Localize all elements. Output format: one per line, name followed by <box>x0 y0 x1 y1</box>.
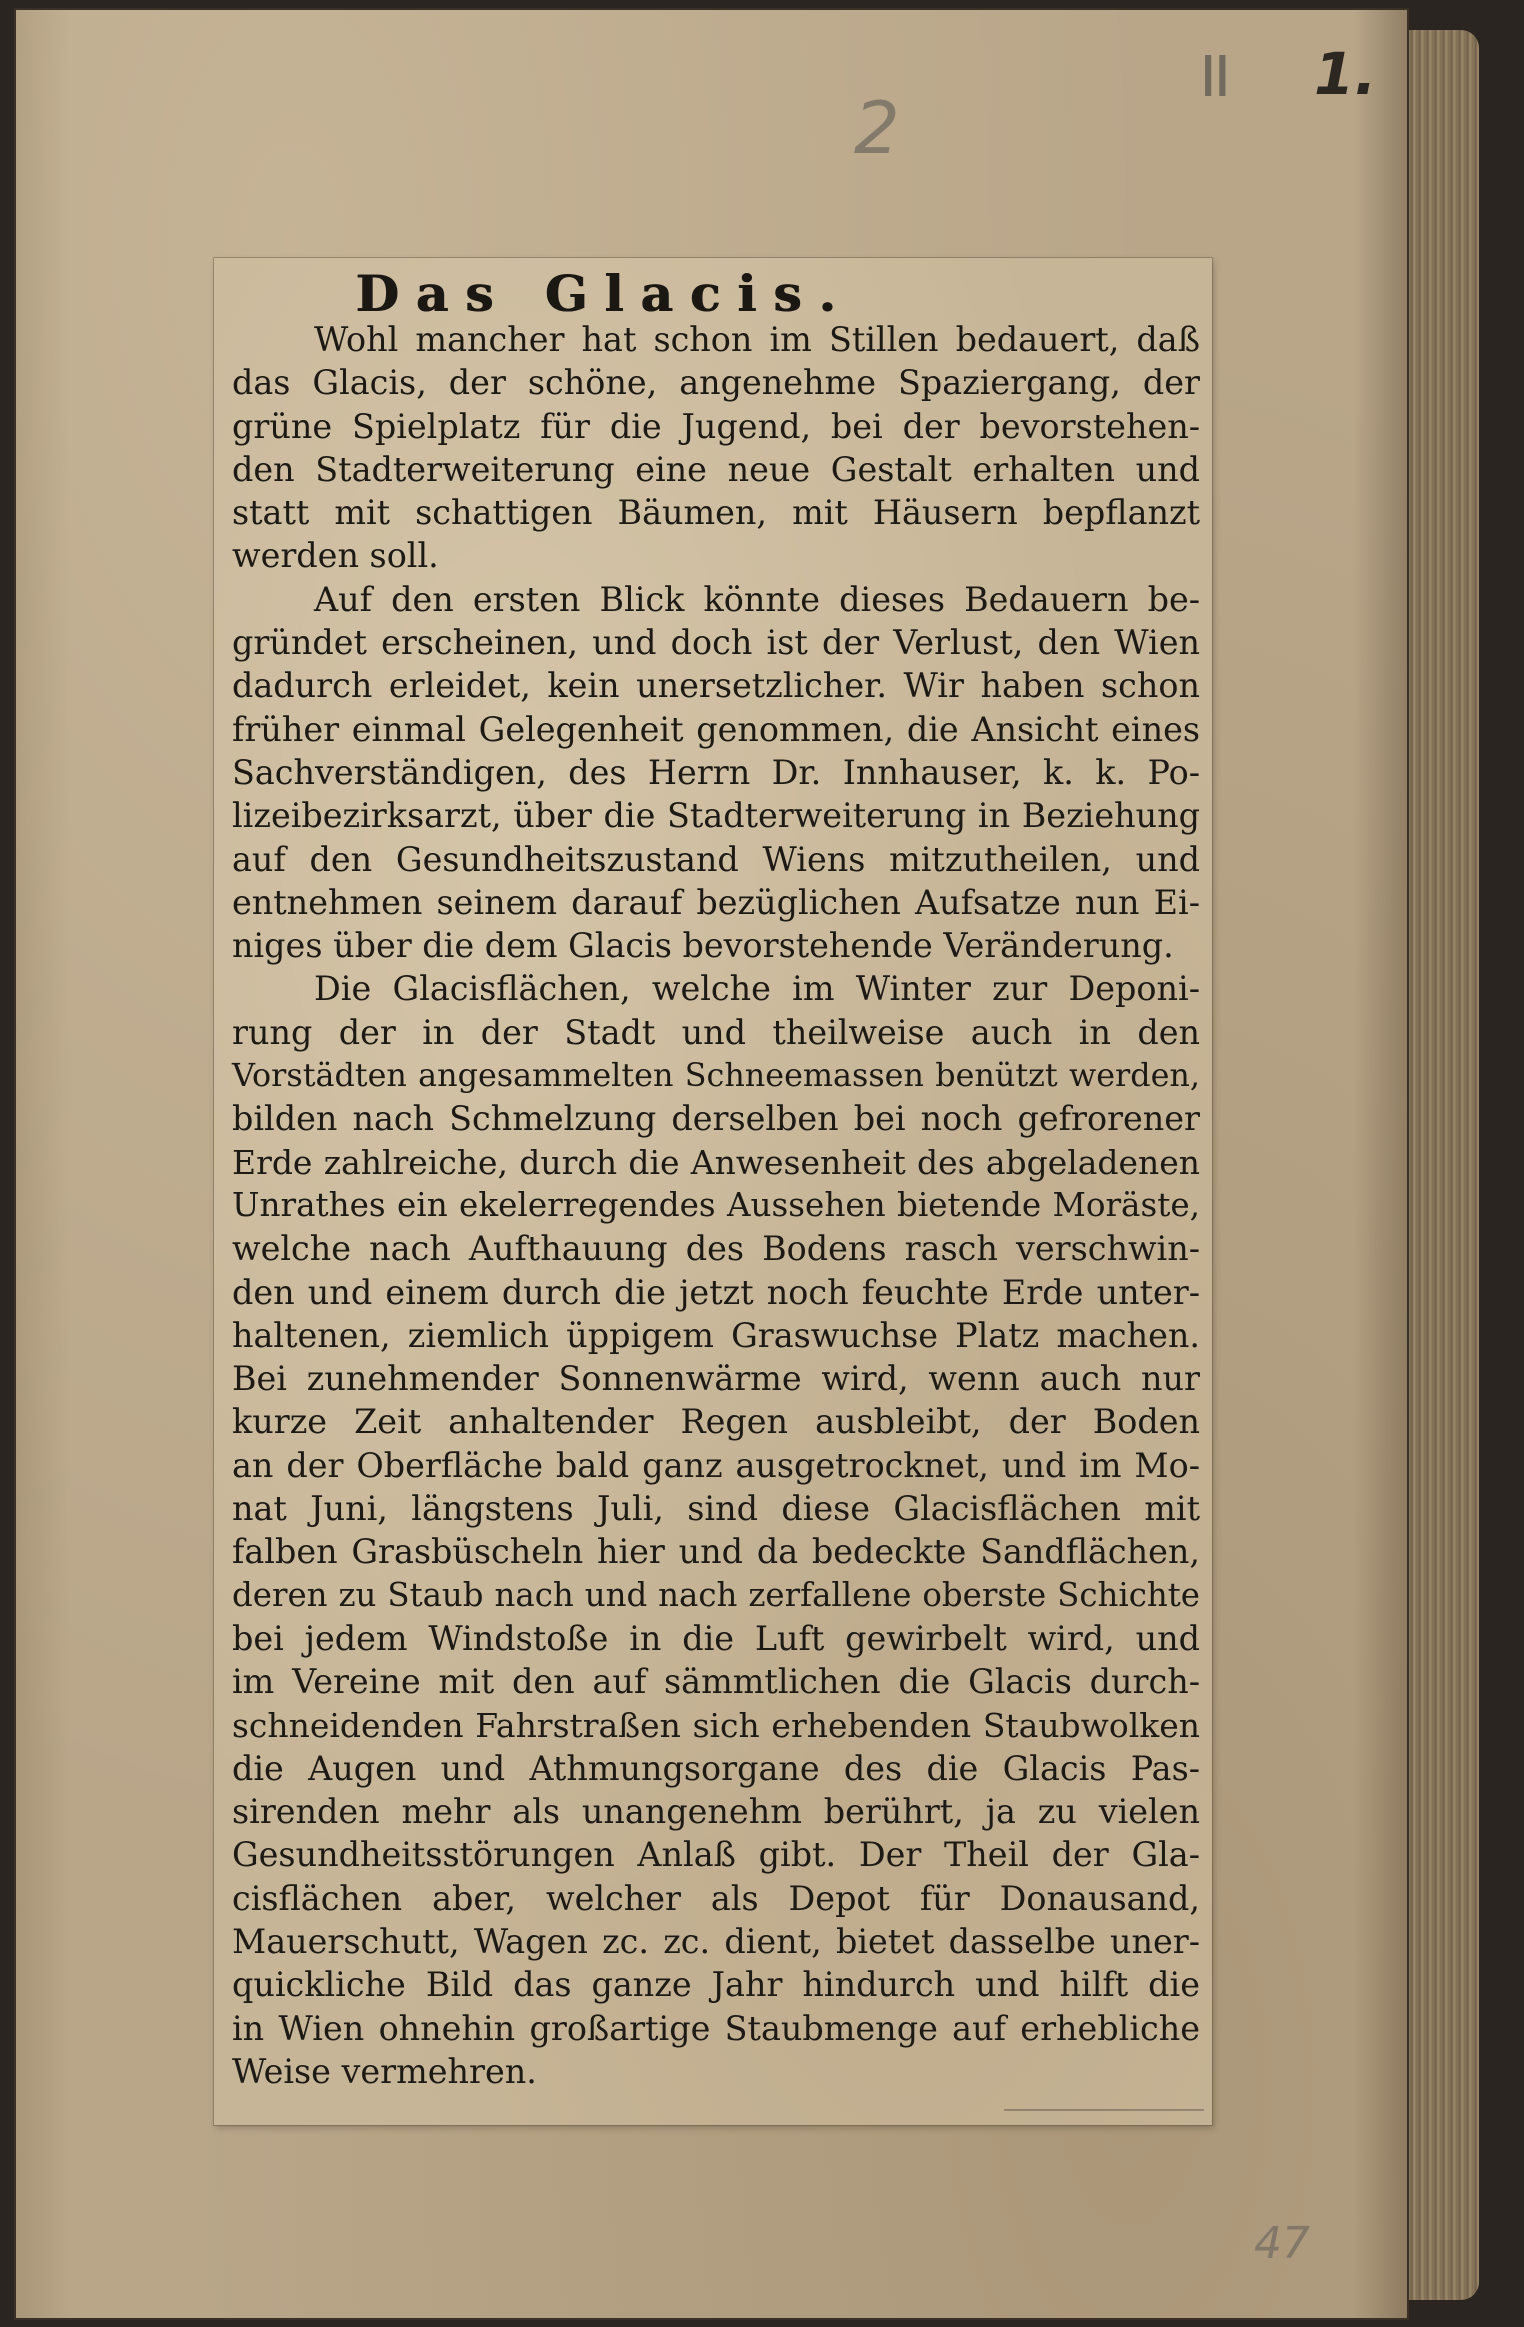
article-line: sirenden mehr als unangenehm berührt, ja zu vielen <box>232 1792 1200 1832</box>
article-line: werden soll. <box>232 536 439 576</box>
article-body <box>232 318 1200 2093</box>
book-page <box>14 8 1409 2320</box>
article-line: gründet erscheinen, und doch ist der Verlust, den Wien <box>232 623 1200 663</box>
article-line: bilden nach Schmelzung derselben bei noch gefrorener <box>232 1099 1200 1139</box>
article-line: kurze Zeit anhaltender Regen ausbleibt, der Boden <box>232 1402 1200 1442</box>
article-line: dadurch erleidet, kein unersetzlicher. Wir haben schon <box>232 666 1200 706</box>
page-number-annotation: 1. <box>1314 40 1377 108</box>
newspaper-clipping <box>214 258 1212 2125</box>
article-line: Bei zunehmender Sonnenwärme wird, wenn auch nur <box>232 1359 1200 1399</box>
article-line: nat Juni, längstens Juli, sind diese Glacisflächen mit <box>232 1489 1200 1529</box>
article-line: deren zu Staub nach und nach zerfallene oberste Schichte <box>232 1575 1200 1614</box>
article-line: Erde zahlreiche, durch die Anwesenheit des abgeladenen <box>232 1142 1200 1182</box>
article-line: Sachverständigen, des Herrn Dr. Innhauser, k. k. Po- <box>232 752 1200 792</box>
article-line: Mauerschutt, Wagen zc. zc. dient, bietet dasselbe uner- <box>232 1921 1200 1961</box>
article-line: früher einmal Gelegenheit genommen, die Ansicht eines <box>232 709 1200 749</box>
article-line: Weise vermehren. <box>232 2051 537 2091</box>
article-line: in Wien ohnehin großartige Staubmenge auf erhebliche <box>232 2008 1200 2048</box>
article-line: schneidenden Fahrstraßen sich erhebenden Staubwolken <box>232 1705 1200 1745</box>
article-line: quickliche Bild das ganze Jahr hindurch und hilft die <box>232 1965 1200 2005</box>
page-edges <box>1409 30 1479 2300</box>
article-line: Gesundheitsstörungen Anlaß gibt. Der Theil der Gla- <box>232 1835 1200 1875</box>
article-line: haltenen, ziemlich üppigem Graswuchse Platz machen. <box>232 1315 1200 1355</box>
article-line: falben Grasbüscheln hier und da bedeckte Sandflächen, <box>232 1532 1200 1572</box>
article-line: lizeibezirksarzt, über die Stadterweiterung in Beziehung <box>232 796 1200 836</box>
divider <box>1004 2109 1204 2111</box>
article-line: Unrathes ein ekelerregendes Aussehen bietende Moräste, <box>232 1185 1200 1224</box>
article-line: niges über die dem Glacis bevorstehende Veränderung. <box>232 926 1174 966</box>
article-line: den Stadterweiterung eine neue Gestalt erhalten und <box>232 449 1200 489</box>
article-line: grüne Spielplatz für die Jugend, bei der bevorstehen- <box>232 406 1200 446</box>
article-title: Das Glacis. <box>355 264 853 323</box>
article-line: Auf den ersten Blick könnte dieses Bedauern be- <box>314 579 1200 619</box>
article-line: statt mit schattigen Bäumen, mit Häusern bepflanzt <box>232 493 1200 533</box>
article-line: an der Oberfläche bald ganz ausgetrocknet, und im Mo- <box>232 1445 1200 1485</box>
article-line: Die Glacisflächen, welche im Winter zur Deponi- <box>314 969 1200 1009</box>
article-line: welche nach Aufthauung des Bodens rasch verschwin- <box>232 1229 1200 1269</box>
article-line: das Glacis, der schöne, angenehme Spaziergang, der <box>232 363 1200 403</box>
pencil-mark: 2 <box>854 86 900 170</box>
article-line: im Vereine mit den auf sämmtlichen die Glacis durch- <box>232 1662 1200 1702</box>
roman-numeral-annotation: II <box>1199 43 1228 110</box>
article-line: entnehmen seinem darauf bezüglichen Aufsatze nun Ei- <box>232 882 1200 922</box>
article-line: auf den Gesundheitszustand Wiens mitzutheilen, und <box>232 839 1200 879</box>
article-line: cisflächen aber, welcher als Depot für Donausand, <box>232 1878 1200 1918</box>
article-line: bei jedem Windstoße in die Luft gewirbelt wird, und <box>232 1618 1200 1658</box>
folio-number: 47 <box>1254 2218 1310 2269</box>
article-line: die Augen und Athmungsorgane des die Glacis Pas- <box>232 1748 1200 1788</box>
article-line: Vorstädten angesammelten Schneemassen benützt werden, <box>232 1057 1200 1095</box>
article-line: den und einem durch die jetzt noch feuchte Erde unter- <box>232 1272 1200 1312</box>
article-line: Wohl mancher hat schon im Stillen bedauert, daß <box>314 320 1200 359</box>
article-line: rung der in der Stadt und theilweise auch in den <box>232 1012 1200 1052</box>
